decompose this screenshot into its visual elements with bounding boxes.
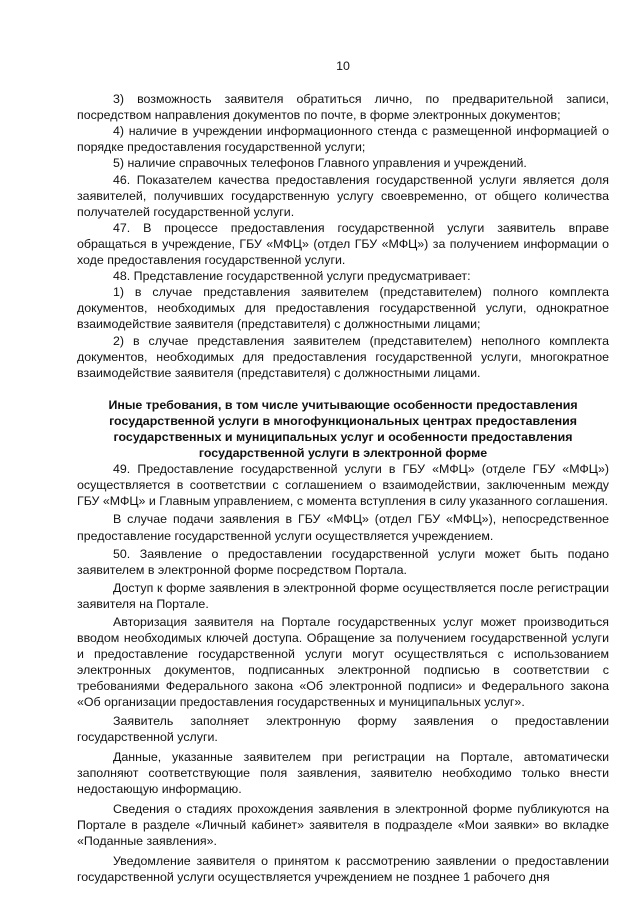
page-number: 10 <box>336 59 350 73</box>
paragraph-50-autofill: Данные, указанные заявителем при регистрации на Портале, автоматически заполняют соответствующие поля заявления, заявителю необходимо только внести недостающую информацию. <box>77 749 609 796</box>
paragraph-50: 50. Заявление о предоставлении государственной услуги может быть подано заявителем в электронной форме посредством Портала. <box>77 546 609 577</box>
paragraph-49: 49. Предоставление государственной услуги в ГБУ «МФЦ» (отделе ГБУ «МФЦ») осуществляется в соответствии с соглашением о взаимодействии, заключенным между ГБУ «МФЦ» и Главным управлением, с момента вступления в силу указанного соглашения. <box>77 462 609 509</box>
paragraph-48-item-1: 1) в случае представления заявителем (представителем) полного комплекта документов, необходимых для предоставления государственной услуги, однократное взаимодействие заявителя (представителя) с должностными лицами; <box>77 285 609 332</box>
section-heading: Иные требования, в том числе учитывающие особенности предоставления государственной услуги в многофункциональных центрах предоставления государственных и муниципальных услуг и особенности предоставления государственной услуги в электронной форме <box>108 397 578 461</box>
paragraph-item-4: 4) наличие в учреждении информационного стенда с размещенной информацией о порядке предоставления государственной услуги; <box>77 124 609 155</box>
paragraph-50-access: Доступ к форме заявления в электронной форме осуществляется после регистрации заявителя на Портале. <box>77 580 609 611</box>
paragraph-48: 48. Представление государственной услуги предусматривает: <box>113 269 471 284</box>
paragraph-50-notification: Уведомление заявителя о принятом к рассмотрению заявлении о предоставлении государственной услуги осуществляется учреждением не позднее 1 рабочего дня <box>77 854 609 885</box>
paragraph-48-item-2: 2) в случае представления заявителем (представителем) неполного комплекта документов, необходимых для предоставления государственной услуги, многократное взаимодействие заявителя (представителя) с должностными лицами. <box>77 333 609 380</box>
document-page <box>77 58 609 886</box>
paragraph-47: 47. В процессе предоставления государственной услуги заявитель вправе обращаться в учреждение, ГБУ «МФЦ» (отдел ГБУ «МФЦ») за получением информации о ходе предоставления государственной услуги. <box>77 220 609 268</box>
paragraph-50-form-fill: Заявитель заполняет электронную форму заявления о предоставлении государственной услуги. <box>77 713 609 744</box>
paragraph-46: 46. Показателем качества предоставления государственной услуги является доля заявителей, получивших государственную услугу своевременно, от общего количества получателей государственной услуги. <box>77 172 609 219</box>
paragraph-50-status: Сведения о стадиях прохождения заявления в электронной форме публикуются на Портале в разделе «Личный кабинет» заявителя в подразделе «Мои заявки» во вкладке «Поданные заявления». <box>77 802 609 849</box>
paragraph-49-continuation: В случае подачи заявления в ГБУ «МФЦ» (отдел ГБУ «МФЦ»), непосредственное предоставление государственной услуги осуществляется учреждением. <box>77 512 609 543</box>
paragraph-item-5: 5) наличие справочных телефонов Главного управления и учреждений. <box>113 156 527 171</box>
paragraph-50-authorization: Авторизация заявителя на Портале государственных услуг может производиться вводом необходимых ключей доступа. Обращение за получением государственной услуги и предоставление государственной услуги могут осуществляться с использованием электронных документов, подписанных электронной подписью в соответствии с требованиями Федерального закона «Об электронной подписи» и Федерального закона «Об организации предоставления государственных и муниципальных услуг». <box>77 615 609 710</box>
paragraph-item-3: 3) возможность заявителя обратиться лично, по предварительной записи, посредством направления документов по почте, в форме электронных документов; <box>77 92 609 123</box>
